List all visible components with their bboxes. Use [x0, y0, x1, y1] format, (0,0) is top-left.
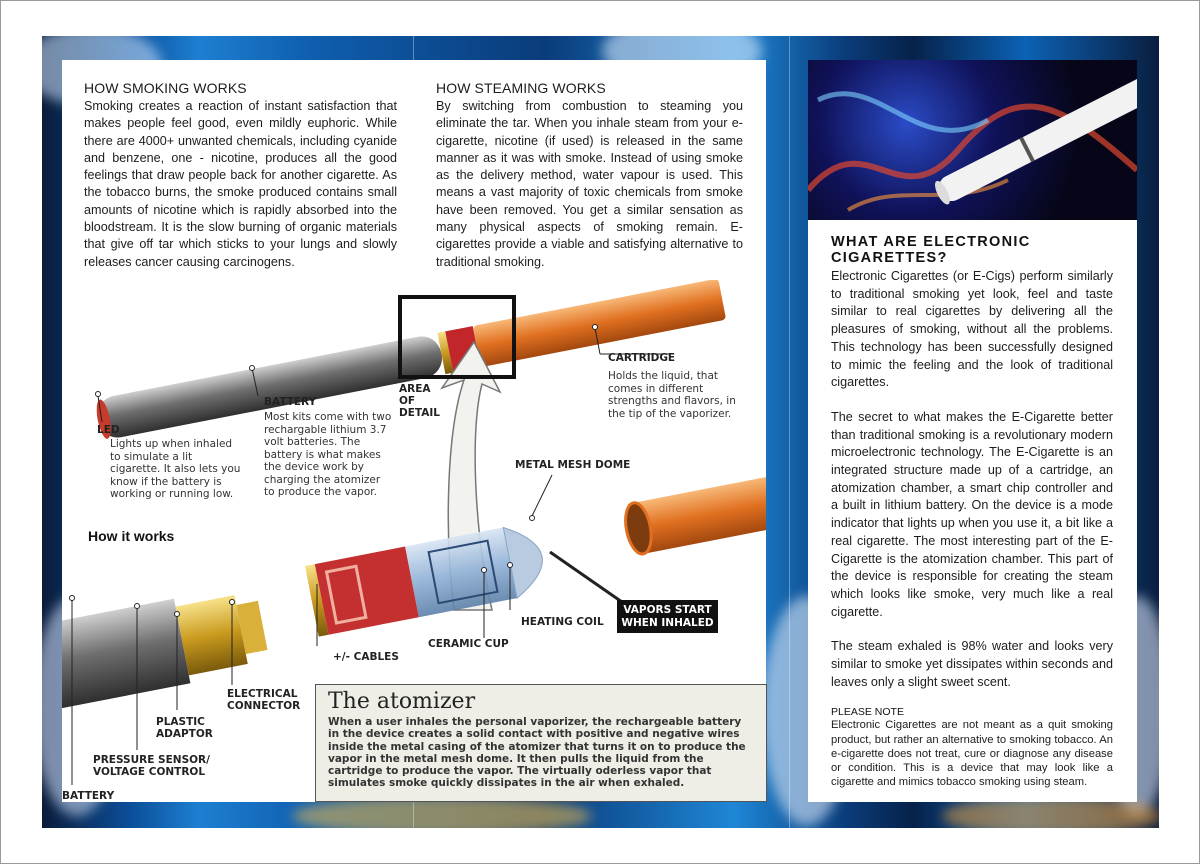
page-fold [789, 36, 790, 828]
smoking-text: Smoking creates a reaction of instant satisfaction that makes people feel good, even mildly euphoric. While there are 4000+ unwanted chemicals, including cyanide and benzene, one - nicotine, produces all the good feelings that draw people back for another cigarette. As the tobacco burns, the smoke produced contains small amounts of nicotine which is rapidly absorbed into the bloodstream. It is the slow burning of organic materials that give off tar which sticks to your lungs and slowly releases cancer causing carcinogens. [84, 99, 397, 269]
battery-label: BATTERY [264, 396, 317, 408]
atomizer-text: When a user inhales the personal vaporizer, the rechargeable battery in the device creates a solid contact with positive and negative wires inside the metal casing of the atomizer that turns it on to produce the vapor in the metal mesh dome. It then pulls the liquid from the cartridge to produce the vapor. The virtually oderless vapor that simulates smoke quickly dissipates in the air when exhaled. [328, 716, 746, 790]
battery-cutaway-body [62, 599, 190, 712]
vapors-callout: VAPORS START WHEN INHALED [617, 600, 718, 633]
atomization-chamber [405, 527, 517, 617]
metal-mesh-dome-label: METAL MESH DOME [515, 459, 631, 471]
smoking-section [84, 80, 397, 271]
technology-paragraph: The secret to what makes the E-Cigarette better than traditional smoking is a revolutionary modern microelectronic technology. The E-Cigarette is an integrated structure made up of a cartridge, an atomization chamber, a smart chip controller and a built in lithium battery. On the device is a mode indicator that lights up when you use it, a bit like a real cigarette. The most interesting part of the E-Cigarette is the atomization chamber. This part of the device is responsible for creating the steam which looks like smoke, very much like a real cigarette. [831, 409, 1113, 619]
steaming-text: By switching from combustion to steaming you eliminate the tar. When you inhale steam from your e-cigarette, nicotine (if used) is released in the same manner as it was with smoke. Instead of using smoke as the delivery method, water vapour is used. This means a vast majority of toxic chemicals from smoke have been removed. You get a similar sensation as many physical aspects of smoking remain. E-cigarettes provide a viable and satisfying alternative to traditional smoking. [436, 99, 743, 269]
atomizer-box [315, 684, 767, 802]
please-note-text: Electronic Cigarettes are not meant as a quit smoking product, but rather an alternative to smoking tobacco. An e-cigarette does not treat, cure or diagnose any disease or condition. This is a device that may look like a cigarette and mimics tobacco smoking using steam. [831, 719, 1113, 789]
steaming-heading: HOW STEAMING WORKS [436, 80, 606, 96]
ceramic-cup-label: CERAMIC CUP [428, 638, 509, 650]
how-it-works-label: How it works [88, 528, 175, 544]
steam-paragraph: The steam exhaled is 98% water and looks very similar to smoke yet dissipates within seconds and leaves only a slight sweet scent. [831, 639, 1113, 689]
intro-paragraph: Electronic Cigarettes (or E-Cigs) perform similarly to traditional smoking yet look, feel and taste similar to real cigarettes by delivering all the pleasures of smoking, without all the problems. This technology has been successfully designed to mimic the feeling and the look of traditional cigarettes. [831, 269, 1113, 390]
battery-desc: Most kits come with two rechargable lithium 3.7 volt batteries. The battery is what makes the device work by charging the atomizer to produce the vapor. [264, 411, 392, 498]
steaming-section [436, 80, 743, 271]
cartridge-tube [622, 472, 766, 556]
cables-label: +/- CABLES [333, 651, 399, 663]
heating-coil-label: HEATING COIL [521, 616, 604, 628]
please-note-heading: PLEASE NOTE [831, 706, 904, 719]
smoking-heading: HOW SMOKING WORKS [84, 80, 247, 96]
plastic-adaptor-label: PLASTIC ADAPTOR [156, 716, 213, 740]
right-text-section [831, 234, 1113, 789]
cartridge-tube-body [633, 472, 766, 554]
cartridge-desc: Holds the liquid, that comes in different strengths and flavors, in the tip of the vaporizer. [608, 370, 736, 420]
pressure-sensor-label: PRESSURE SENSOR/ VOLTAGE CONTROL [93, 754, 210, 778]
led-desc: Lights up when inhaled to simulate a lit cigarette. It also lets you know if the battery is working or running low. [110, 438, 241, 500]
cartridge-label: CARTRIDGE [608, 352, 676, 364]
atomizer-title: The atomizer [328, 689, 476, 714]
ecig-photo-art [808, 60, 1137, 220]
area-of-detail-box [398, 295, 516, 379]
electrical-connector-label: ELECTRICAL CONNECTOR [227, 688, 301, 712]
ecig-photo [808, 60, 1137, 220]
battery-bottom-label: BATTERY [62, 790, 115, 802]
electronic-cigarettes-heading: WHAT ARE ELECTRONIC CIGARETTES? [831, 234, 1031, 266]
area-of-detail-label: AREA OF DETAIL [399, 383, 440, 419]
atomizer-cutaway [305, 521, 549, 636]
led-label: LED [97, 424, 120, 436]
